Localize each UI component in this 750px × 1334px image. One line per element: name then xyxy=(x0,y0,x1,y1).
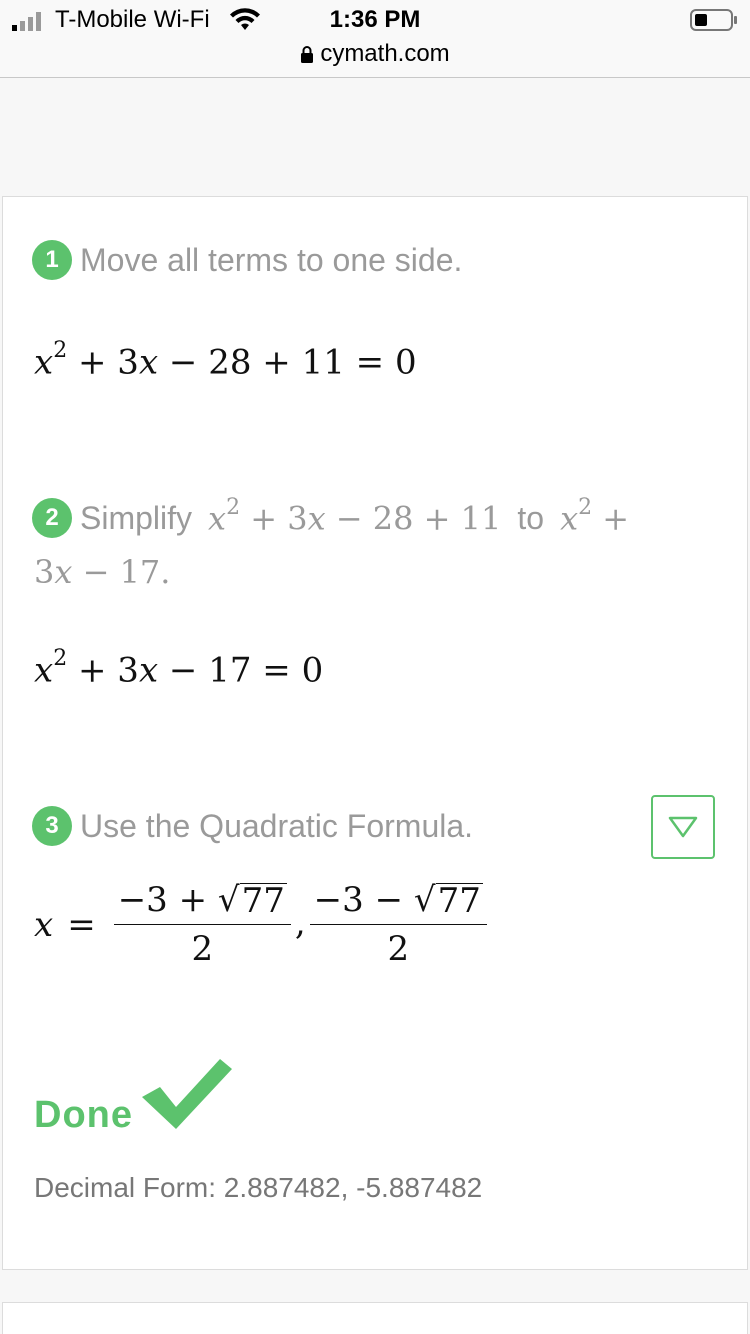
carrier-name: T-Mobile Wi-Fi xyxy=(55,6,210,33)
status-bar xyxy=(0,0,750,78)
fraction-minus: −3 − √ 77 2 xyxy=(310,880,487,969)
fraction-plus: −3 + √ 77 2 xyxy=(114,880,291,969)
step-number-badge: 1 xyxy=(32,240,72,280)
step-3-header xyxy=(32,806,473,846)
step-title-prefix: Simplify xyxy=(80,499,193,536)
clock: 1:36 PM xyxy=(329,6,421,33)
decimal-form: Decimal Form: 2.887482, -5.887482 xyxy=(34,1172,483,1203)
next-card xyxy=(2,1302,748,1334)
step-1-header xyxy=(32,240,462,280)
lock-icon xyxy=(300,45,314,63)
triangle-down-icon xyxy=(667,815,699,839)
url-text: cymath.com xyxy=(320,40,450,67)
done-label: Done xyxy=(34,1094,133,1136)
address-bar[interactable] xyxy=(0,40,750,68)
step-number-badge: 3 xyxy=(32,806,72,846)
step-number-badge: 2 xyxy=(32,498,72,538)
battery-icon xyxy=(690,8,738,32)
checkmark-icon xyxy=(140,1055,234,1133)
expand-step-button[interactable] xyxy=(651,795,715,859)
step-2-equation: $x^2 + 3x - 17 = 0$ xyxy=(34,646,324,691)
step-title-to: to xyxy=(517,499,545,536)
simplify-to-expression-line1: $x^2$ + xyxy=(560,494,630,538)
quadratic-formula-result: x = −3 + √ 77 2 , −3 − √ 77 2 xyxy=(34,880,491,969)
simplify-to-expression-line2: 3x − 17. xyxy=(34,553,171,591)
step-2-header xyxy=(32,494,630,538)
step-title: Move all terms to one side. xyxy=(80,241,463,278)
step-1-equation: $x^2 + 3x - 28 + 11 = 0$ xyxy=(34,338,417,383)
simplify-from-expression: $x^2 + 3x - 28 + 11$ xyxy=(208,494,502,538)
step-title: Use the Quadratic Formula. xyxy=(80,807,474,844)
